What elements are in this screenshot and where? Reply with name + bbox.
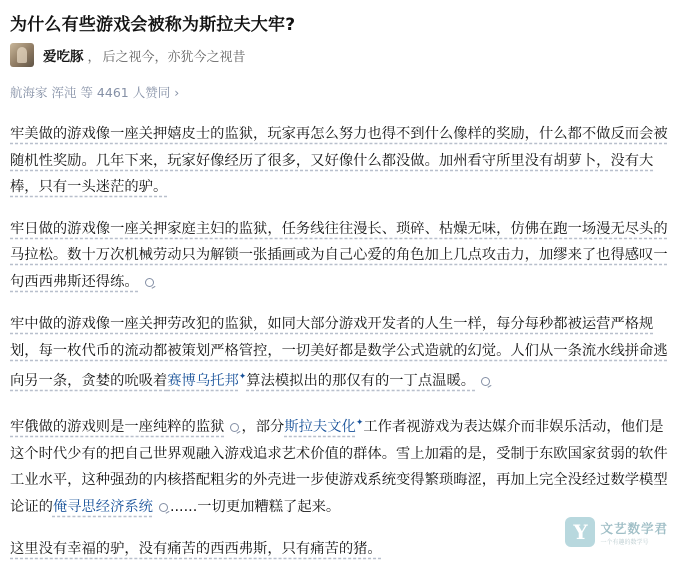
watermark-subtitle: 一个有趣的数学号 (600, 538, 649, 546)
link-slavic-culture[interactable]: 斯拉夫文化 (284, 419, 356, 436)
paragraph-text: 牢中做的游戏像一座关押劳改犯的监狱，如同大部分游戏开发者的人生一样，每分每秒都被运营严格规划，每一枚代币的流动都被策划严格管控，一切美好都是数学公式造就的幻觉。人们从一条流水线拼命逃向另一条，贪婪的吮吸着 (10, 316, 668, 389)
paragraph-text: 这里没有幸福的驴，没有痛苦的西西弗斯，只有痛苦的猪。 (10, 541, 382, 558)
answer-paragraph-1 (10, 121, 668, 201)
chevron-right-icon: › (174, 85, 180, 100)
sparkle-icon: ✦ (238, 372, 247, 382)
paragraph-text: ，部分 (241, 419, 285, 436)
author-avatar[interactable] (10, 43, 34, 67)
answer-paragraph-4 (10, 410, 668, 520)
comment-icon[interactable] (159, 503, 168, 512)
paragraph-text: 牢日做的游戏像一座关押家庭主妇的监狱，任务线往往漫长、琐碎、枯燥无味，仿佛在跑一场漫无尽头的马拉松。数十万次机械劳动只为解锁一张插画或为自己心爱的角色加上几点攻击力，加缪来了也得感叹一句西西弗斯还得练。 (10, 220, 668, 290)
paragraph-text: 牢美做的游戏像一座关押嬉皮士的监狱，玩家再怎么努力也得不到什么像样的奖励，什么都不做反而会被随机性奖励。几年下来，玩家好像经历了很多，又好像什么都没做。加州看守所里没有胡萝卜，没有大棒，只有一头迷茫的驴。 (10, 126, 668, 195)
answer-paragraph-3 (10, 311, 668, 394)
author-name[interactable]: 爱吃豚 (43, 49, 84, 65)
comment-icon[interactable] (230, 423, 239, 432)
paragraph-text: 算法模拟出的那仅有的一丁点温暖。 (246, 372, 476, 389)
paragraph-text: ......一切更加糟糕了起来。 (169, 498, 341, 515)
answer-paragraph-2 (10, 216, 668, 296)
comment-icon[interactable] (145, 278, 154, 287)
author-info (10, 42, 246, 68)
voters-summary[interactable] (10, 83, 179, 101)
vote-count: 等 4461 人赞同 (76, 85, 171, 100)
comment-icon[interactable] (481, 377, 490, 386)
paragraph-text: 牢俄做的游戏则是一座纯粹的监狱 (10, 419, 225, 436)
author-bio: 后之视今，亦犹今之视昔 (102, 49, 246, 65)
watermark-name: 文艺数学君 (600, 520, 668, 536)
question-title[interactable]: 为什么有些游戏会被称为斯拉夫大牢? (10, 15, 296, 35)
watermark (565, 517, 668, 547)
paragraph-text: 工作者视游戏为表达媒介而非娱乐活动，他们是这个时代少有的把自己世界观融入游戏追求艺术价值的群体。雪上加霜的是，受制于东欧国家贫弱的软件工业水平，这种强劲的内核搭配粗劣的外壳进一步使游戏系统变得繁琐晦涩，再加上完全没经过数学模型论证的 (10, 419, 668, 515)
answer-content (10, 121, 668, 579)
watermark-logo: Y (565, 517, 595, 547)
watermark-text (600, 519, 668, 546)
sparkle-icon: ✦ (355, 418, 364, 429)
author-separator: ， (87, 49, 101, 65)
link-cyber-utopia[interactable]: 赛博乌托邦 (167, 372, 239, 389)
voter-names[interactable]: 航海家 浑沌 (10, 85, 77, 100)
link-economy-system[interactable]: 俺寻思经济系统 (52, 498, 153, 515)
